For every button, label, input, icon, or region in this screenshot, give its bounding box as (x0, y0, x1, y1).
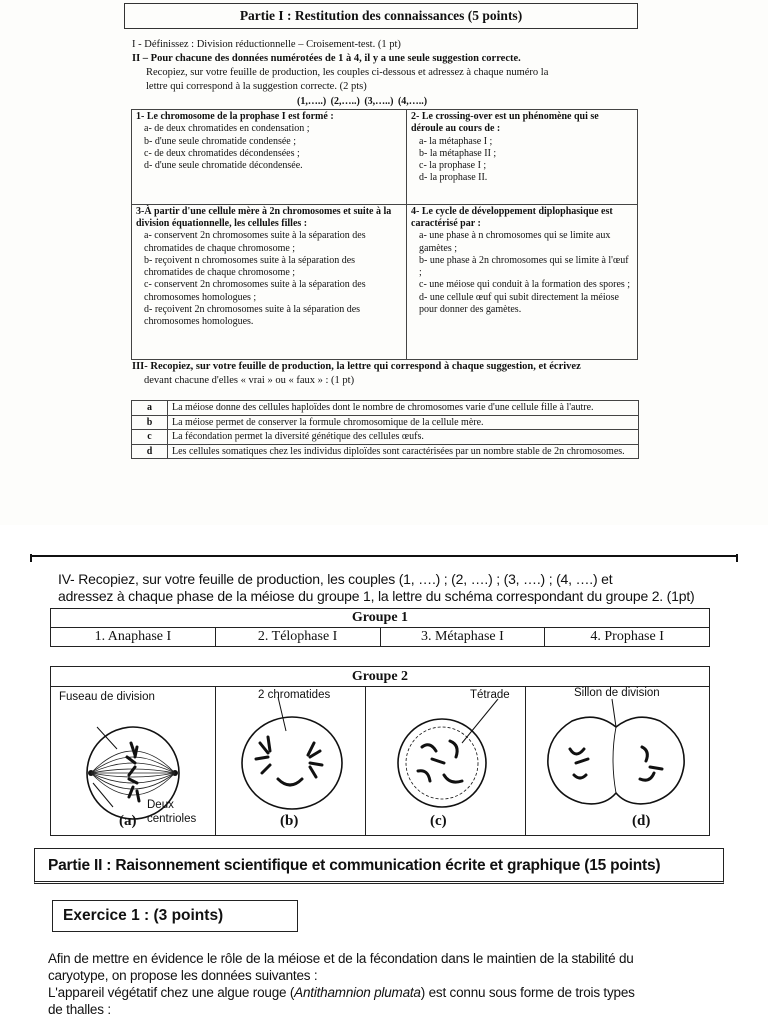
question-2-line1: II – Pour chacune des données numérotées de 1 à 4, il y a une seule suggestion correcte. (132, 53, 521, 64)
intro-line3-start: L'appareil végétatif chez une algue rouge ( (48, 985, 295, 1000)
exercise-1-title: Exercice 1 : (3 points) (52, 900, 298, 932)
label-spindle: Fuseau de division (59, 691, 155, 703)
table-row (132, 415, 639, 430)
exam-page-part2 (0, 552, 768, 1024)
row-statement: La fécondation permet la diversité génétique des cellules œufs. (168, 430, 639, 445)
question-3-line1: III- Recopiez, sur votre feuille de production, la lettre qui correspond à chaque suggestion, et écrivez (132, 361, 581, 372)
qcm-item-3 (132, 204, 407, 359)
schema-letter-a: (a) (119, 813, 137, 829)
qcm-option: b- la métaphase II ; (419, 147, 497, 159)
true-false-table (131, 400, 639, 459)
qcm-question: 2- Le crossing-over est un phénomène qui se déroule au cours de : (411, 111, 599, 135)
intro-line3 (48, 984, 748, 1001)
group2-title: Groupe 2 (51, 667, 709, 687)
part2-title: Partie II : Raisonnement scientifique et communication écrite et graphique (15 points) (34, 848, 724, 884)
qcm-question: 1- Le chromosome de la prophase I est formé : (136, 111, 334, 122)
qcm-item-2 (407, 110, 638, 205)
schema-d (526, 687, 709, 835)
qcm-option: d- d'une seule chromatide décondensée. (144, 160, 303, 172)
qcm-question: 4- Le cycle de développement diplophasique est caractérisé par : (411, 205, 613, 229)
intro-line1: Afin de mettre en évidence le rôle de la méiose et de la fécondation dans le maintien de la stabilité du (48, 951, 634, 966)
label-chromatids: 2 chromatides (258, 689, 331, 701)
question-4 (58, 571, 694, 605)
qcm-option: b- d'une seule chromatide condensée ; (144, 135, 297, 147)
row-statement: Les cellules somatiques chez les individus diploïdes sont caractérisées par un nombre stable de 2n chromosomes. (168, 444, 639, 459)
telophase-cell-drawing (526, 687, 709, 835)
qcm-option: b- reçoivent n chromosomes suite à la séparation des chromatides de chaque chromosome ; (144, 254, 356, 279)
qcm-option: c- conservent 2n chromosomes suite à la séparation des chromosomes homologues ; (144, 279, 366, 303)
qcm-option: a- conservent 2n chromosomes suite à la séparation des chromatides de chaque chromosome ; (144, 230, 366, 254)
qcm-option: a- de deux chromatides en condensation ; (144, 123, 310, 135)
question-1: I - Définissez : Division réductionnelle – Croisement-test. (1 pt) (132, 39, 401, 50)
row-letter: a (132, 401, 168, 416)
qcm-option: c- une méiose qui conduit à la formation des spores ; (419, 279, 631, 291)
qcm-item-4 (407, 204, 638, 359)
frame-tick (736, 554, 738, 562)
question-2-line2: Recopiez, sur votre feuille de production, les couples ci-dessous et adressez à chaque numéro la (146, 67, 549, 78)
part1-title: Partie I : Restitution des connaissances (5 points) (124, 3, 638, 29)
qcm-option: c- de deux chromatides décondensées ; (144, 147, 300, 159)
phase-anaphase-1: 1. Anaphase I (51, 628, 216, 647)
qcm-option: c- la prophase I ; (419, 160, 487, 172)
qcm-option: d- la prophase II. (419, 172, 488, 184)
row-letter: c (132, 430, 168, 445)
phase-metaphase-1: 3. Métaphase I (380, 628, 545, 647)
schema-b (216, 687, 366, 835)
question-3-line2: devant chacune d'elles « vrai » ou « faux » : (1 pt) (144, 374, 355, 386)
row-letter: b (132, 415, 168, 430)
schema-letter-d: (d) (632, 813, 651, 829)
table-row (132, 430, 639, 445)
question-2-line3: lettre qui correspond à la suggestion correcte. (2 pts) (146, 81, 367, 92)
exercise-1-intro (48, 950, 748, 1018)
label-centrioles: centrioles (147, 813, 197, 825)
phase-telophase-1: 2. Télophase I (215, 628, 380, 647)
phase-prophase-1: 4. Prophase I (545, 628, 710, 647)
qcm-option: d- reçoivent 2n chromosomes suite à la séparation des chromosomes homologues. (144, 304, 361, 328)
qcm-question: 3-À partir d'une cellule mère à 2n chromosomes et suite à la division équationnelle, les cellules filles : (136, 205, 392, 229)
qcm-item-1 (132, 110, 407, 205)
qcm-table (131, 109, 638, 360)
schema-letter-b: (b) (280, 813, 299, 829)
intro-line3-end: ) est connu sous forme de trois types (420, 985, 635, 1000)
page-frame-top (30, 555, 738, 561)
table-row (132, 401, 639, 416)
question-4-line2: adressez à chaque phase de la méiose du groupe 1, la lettre du schéma correspondant du groupe 2. (1pt) (58, 588, 695, 604)
label-division-furrow: Sillon de division (574, 687, 660, 699)
qcm-option: d- une cellule œuf qui subit directement la méiose pour donner des gamètes. (419, 291, 619, 316)
species-name: Antithamnion plumata (294, 985, 421, 1000)
table-row (132, 444, 639, 459)
qcm-option: a- la métaphase I ; (419, 135, 493, 147)
intro-line4: de thalles : (48, 1002, 111, 1017)
schema-a (51, 687, 216, 835)
schema-letter-c: (c) (430, 813, 447, 829)
question-3 (132, 360, 581, 387)
qcm-option: b- une phase à 2n chromosomes qui se limite à l'œuf ; (419, 254, 629, 279)
row-letter: d (132, 444, 168, 459)
answer-couples: (1,…..) (2,…..) (3,…..) (4,…..) (297, 96, 428, 107)
group1-title: Groupe 1 (51, 609, 710, 628)
row-statement: La méiose permet de conserver la formule chromosomique de la cellule mère. (168, 415, 639, 430)
frame-tick (30, 554, 32, 562)
schema-c (366, 687, 526, 835)
qcm-option: a- une phase à n chromosomes qui se limite aux gamètes ; (419, 230, 611, 254)
label-two: Deux (147, 799, 174, 811)
question-4-line1: IV- Recopiez, sur votre feuille de production, les couples (1, ….) ; (2, ….) ; (3, ….) ; (4, ….) et (58, 571, 613, 587)
row-statement: La méiose donne des cellules haploïdes dont le nombre de chromosomes varie d'une cellule fille à l'autre. (168, 401, 639, 416)
intro-line2: caryotype, on propose les données suivantes : (48, 968, 318, 983)
label-tetrad: Tétrade (470, 689, 510, 701)
group2-figure (50, 666, 710, 836)
group1-table (50, 608, 710, 647)
